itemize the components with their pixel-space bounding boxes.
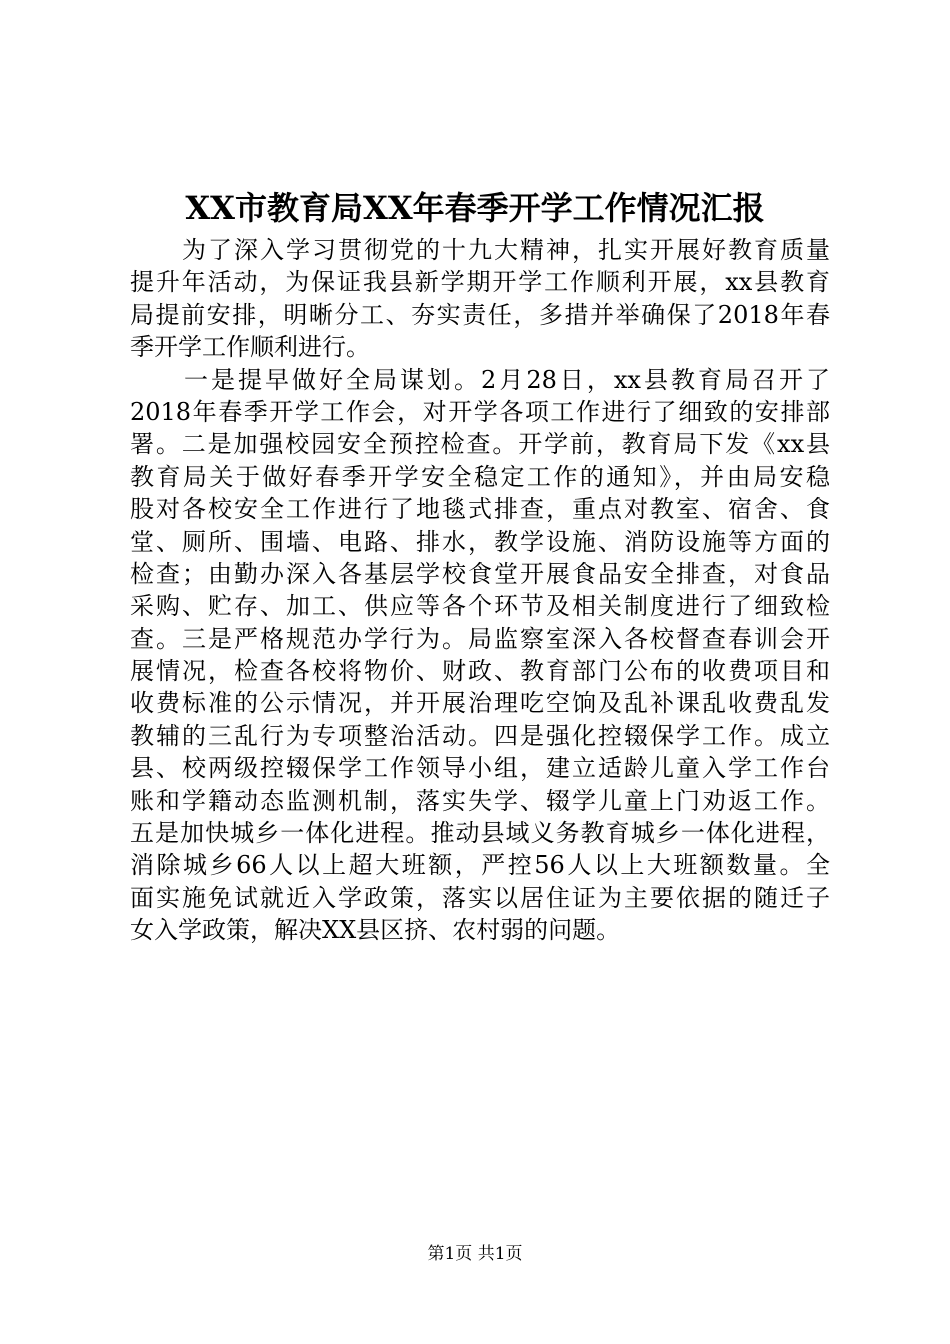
body-line: 消除城乡66人以上超大班额，严控56人以上大班额数量。全 bbox=[130, 851, 830, 880]
body-line: 检查；由勤办深入各基层学校食堂开展食品安全排查，对食品 bbox=[130, 559, 830, 588]
body-line: 账和学籍动态监测机制，落实失学、辍学儿童上门劝返工作。 bbox=[130, 786, 830, 815]
body-line: 女入学政策，解决XX县区挤、农村弱的问题。 bbox=[130, 916, 621, 945]
body-line: 展情况，检查各校将物价、财政、教育部门公布的收费项目和 bbox=[130, 657, 830, 686]
body-line: 五是加快城乡一体化进程。推动县域义务教育城乡一体化进程， bbox=[130, 819, 830, 848]
body-line: 为了深入学习贯彻党的十九大精神，扎实开展好教育质量 bbox=[130, 236, 830, 264]
body-line: 查。三是严格规范办学行为。局监察室深入各校督查春训会开 bbox=[130, 624, 830, 653]
body-line: 一是提早做好全局谋划。2月28日，xx县教育局召开了 bbox=[130, 365, 830, 394]
body-line: 股对各校安全工作进行了地毯式排查，重点对教室、宿舍、食 bbox=[130, 495, 830, 524]
body-line: 面实施免试就近入学政策，落实以居住证为主要依据的随迁子 bbox=[130, 883, 830, 912]
body-line: 采购、贮存、加工、供应等各个环节及相关制度进行了细致检 bbox=[130, 592, 830, 621]
body-line: 提升年活动，为保证我县新学期开学工作顺利开展，xx县教育 bbox=[130, 268, 830, 297]
body-line: 季开学工作顺利进行。 bbox=[130, 333, 370, 362]
body-line: 收费标准的公示情况，并开展治理吃空饷及乱补课乱收费乱发 bbox=[130, 689, 830, 718]
document-body bbox=[130, 234, 830, 947]
body-line: 2018年春季开学工作会，对开学各项工作进行了细致的安排部 bbox=[130, 397, 830, 426]
body-line: 教辅的三乱行为专项整治活动。四是强化控辍保学工作。成立 bbox=[130, 721, 830, 750]
page-footer: 第1页 共1页 bbox=[427, 1244, 523, 1264]
body-line: 县、校两级控辍保学工作领导小组，建立适龄儿童入学工作台 bbox=[130, 754, 830, 783]
body-line: 教育局关于做好春季开学安全稳定工作的通知》，并由局安稳 bbox=[130, 462, 830, 491]
document-title: XX市教育局XX年春季开学工作情况汇报 bbox=[185, 189, 765, 227]
body-line: 署。二是加强校园安全预控检查。开学前，教育局下发《xx县 bbox=[130, 430, 830, 459]
body-line: 堂、厕所、围墙、电路、排水，教学设施、消防设施等方面的 bbox=[130, 527, 830, 556]
body-line: 局提前安排，明晰分工、夯实责任，多措并举确保了2018年春 bbox=[130, 300, 830, 329]
